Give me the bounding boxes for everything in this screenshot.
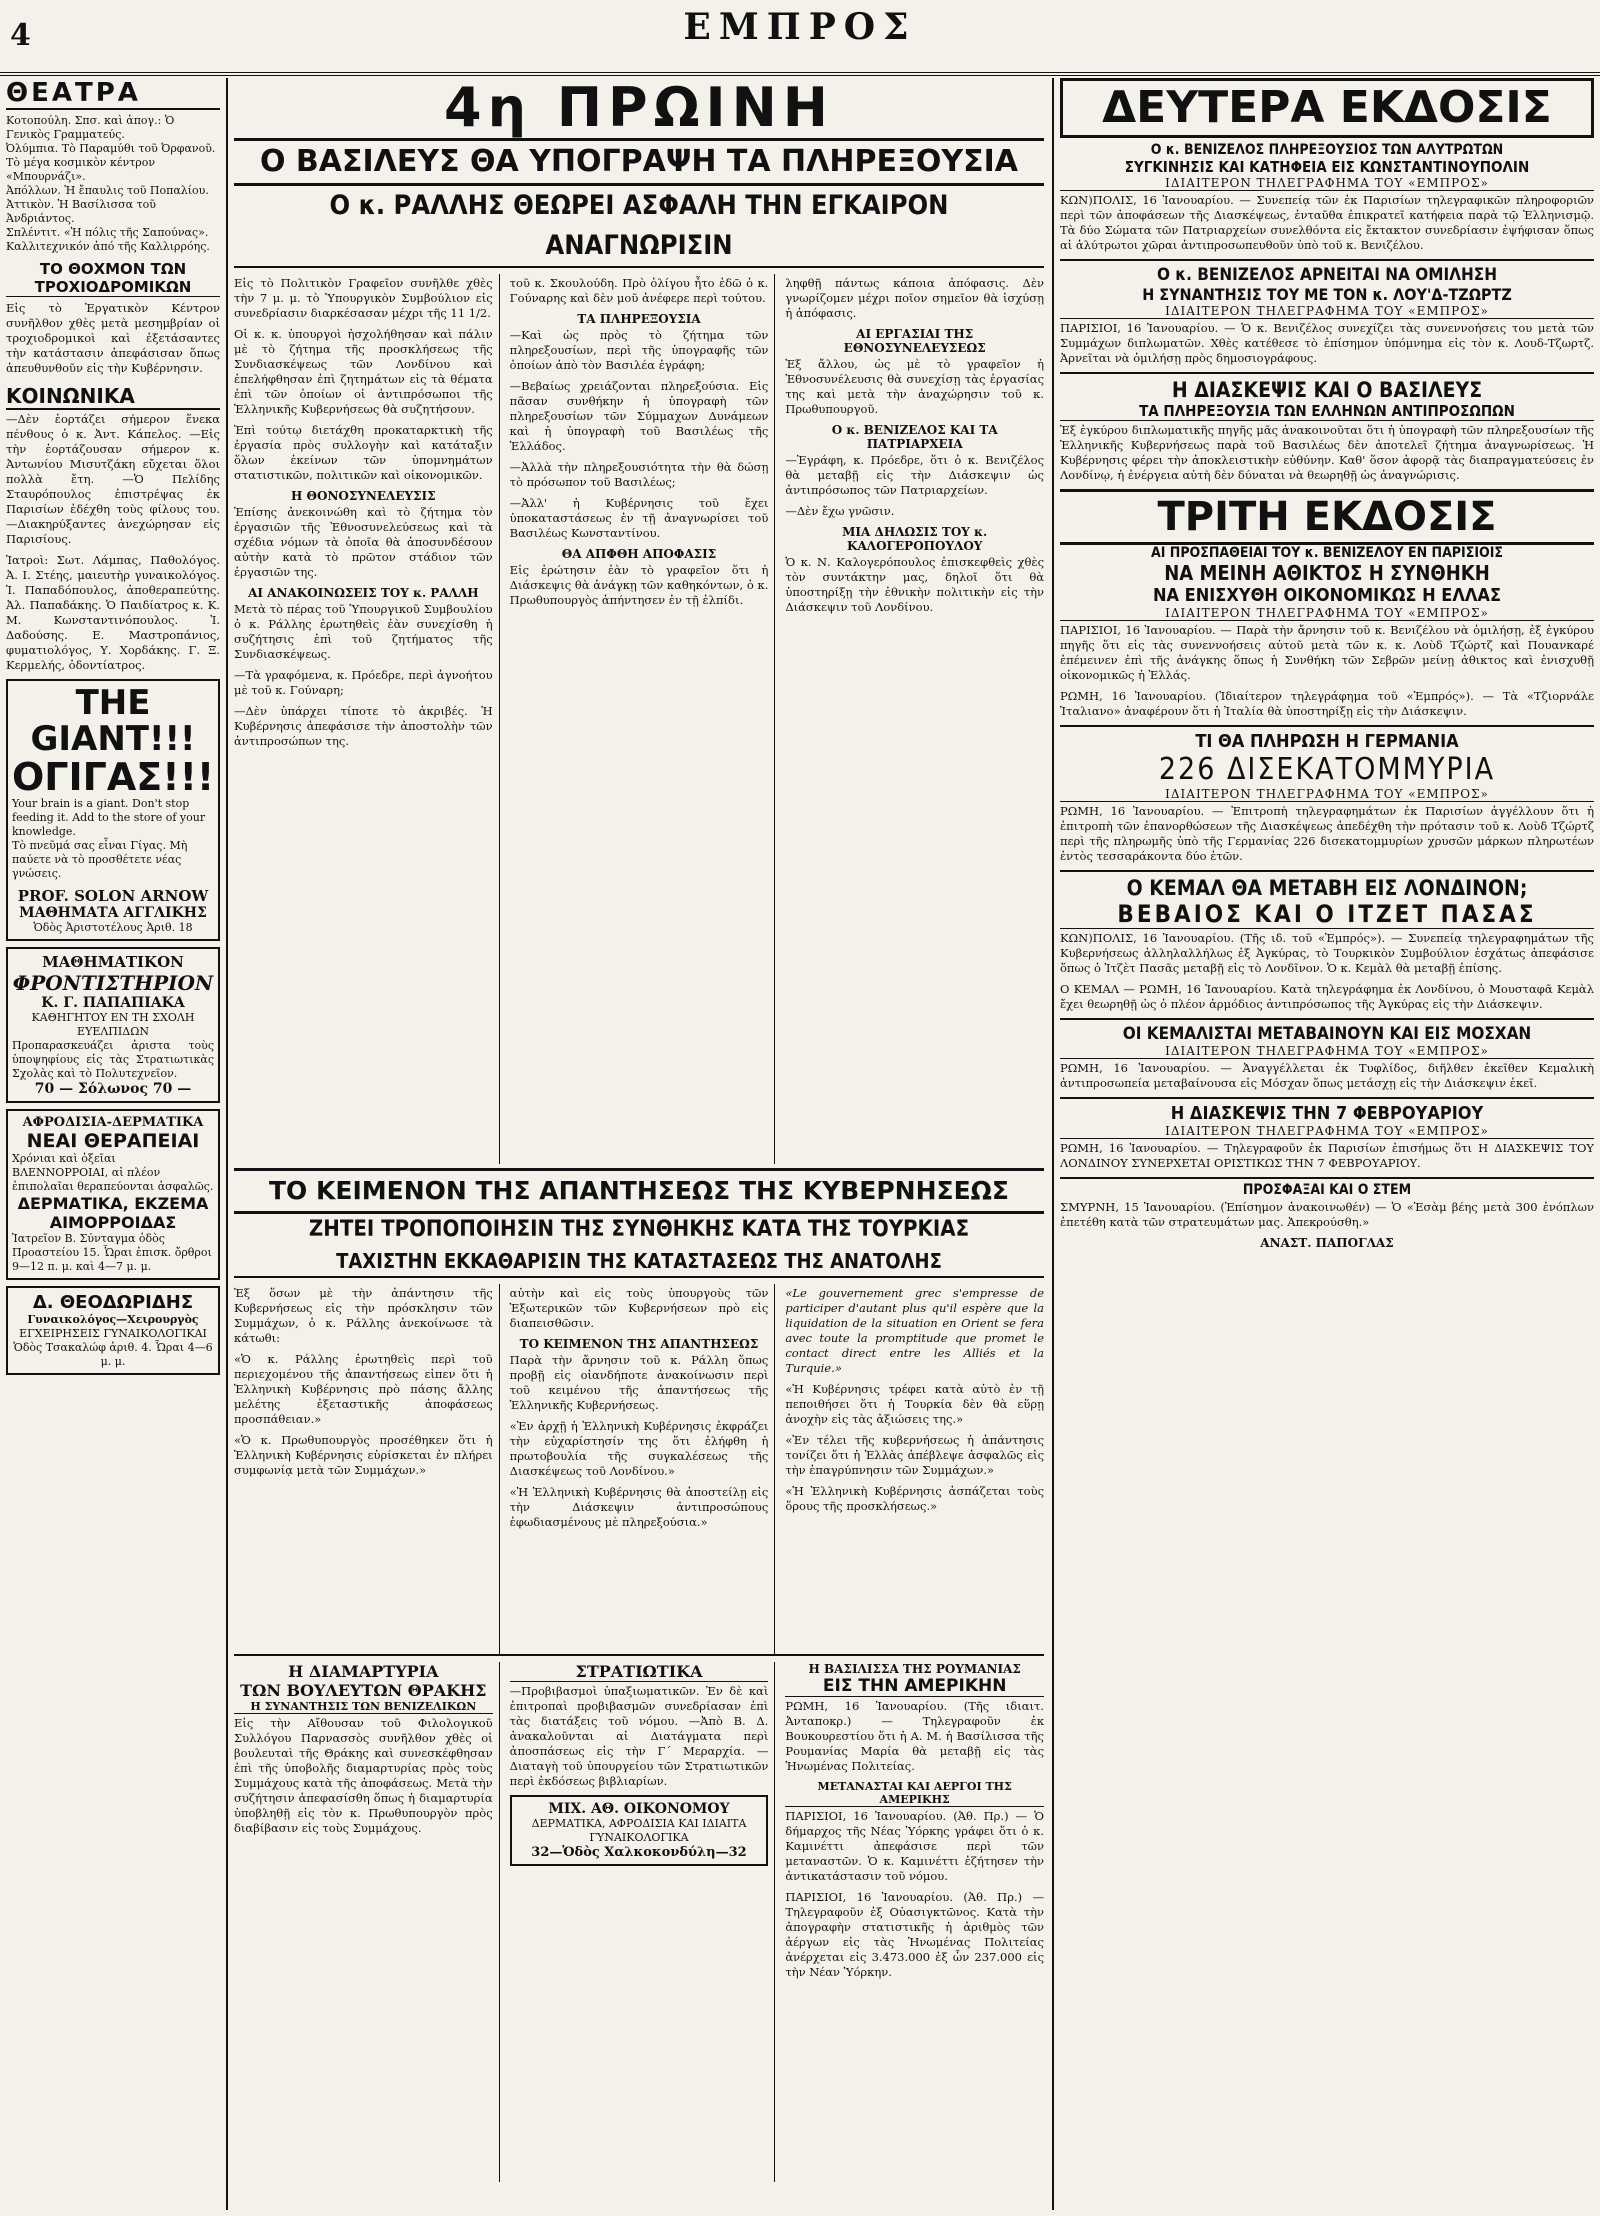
paragraph: Οἱ κ. κ. ὑπουργοὶ ἠσχολήθησαν καὶ πάλιν μὲ τὸ ζήτημα τῆς προσκλήσεως τῆς Συνδιασκέψεως τῶν Λονδίνου καὶ ἐπελήφθησαν ἐπὶ ζητημάτων εἰς τὰ θέματα ἐπὶ τῶν ὁποίων οἱ ἀντιπρόσωποι τῆς Ἑλληνικῆς Κυβερνήσεως θὰ συζητήσουν. bbox=[234, 327, 493, 416]
derm-title: ΑΦΡΟΔΙΣΙΑ-ΔΕΡΜΑΤΙΚΑ bbox=[22, 1115, 204, 1130]
germany-title: ΤΙ ΘΑ ΠΛΗΡΩΣΗ Η ΓΕΡΜΑΝΙΑ bbox=[1060, 725, 1594, 752]
subheading: ΜΙΑ ΔΗΛΩΣΙΣ ΤΟΥ κ. ΚΑΛΟΓΕΡΟΠΟΥΛΟΥ bbox=[842, 525, 988, 553]
paragraph: —Ἐγράφη, κ. Πρόεδρε, ὅτι ὁ κ. Βενιζέλος θὰ μεταβῇ εἰς τὴν Διάσκεψιν ὡς ἀντιπρόσωπος τῶν Πατριαρχείων. bbox=[785, 453, 1044, 497]
answer-column-2 bbox=[510, 1284, 776, 1654]
paragraph: «Ἐν ἀρχῇ ἡ Ἑλληνικὴ Κυβέρνησις ἐκφράζει τὴν εὐχαρίστησίν της ὅτι ἐλήφθη ἡ πρωτοβουλία τῆς συγκαλέσεως τῆς Διασκέψεως τοῦ Λονδίνου.» bbox=[509, 1419, 769, 1478]
answer-headline: ΤΟ ΚΕΙΜΕΝΟΝ ΤΗΣ ΑΠΑΝΤΗΣΕΩΣ ΤΗΣ ΚΥΒΕΡΝΗΣΕΩΣ bbox=[234, 1168, 1044, 1214]
paragraph: —Ἀλλ' ἡ Κυβέρνησις τοῦ ἔχει ὑποκαταστάσεως ἐν τῇ ἀναγνωρίσει τοῦ Βασιλέως Κωνσταντίνου. bbox=[509, 496, 769, 540]
lead-column-3 bbox=[785, 274, 1044, 1164]
theatre-item: Ἀττικὸν. Ἡ Βασίλισσα τοῦ Ἀνδριάντος. bbox=[6, 198, 156, 225]
subheading: ΑΙ ΑΝΑΚΟΙΝΩΣΕΙΣ ΤΟΥ κ. ΡΑΛΛΗ bbox=[248, 586, 479, 600]
theatres-list bbox=[6, 114, 220, 254]
theodoridis-subtitle: Γυναικολόγος—Χειρουργὸς bbox=[27, 1313, 199, 1326]
trams-text: Εἰς τὸ Ἐργατικὸν Κέντρον συνῆλθον χθὲς μετὰ μεσημβρίαν οἱ τροχιοδρομικοὶ καὶ ἐξετάσαντες τὴν κατάστασιν ἀπεφάσισαν ὅπως ἀπευθυνθοῦν εἰς τὴν Κυβέρνησιν. bbox=[6, 301, 220, 375]
derm-title-3: ΔΕΡΜΑΤΙΚΑ, ΕΚΖΕΜΑ bbox=[17, 1194, 209, 1213]
oikonomou-address: 32—Ὁδὸς Χαλκοκονδύλη—32 bbox=[531, 1845, 747, 1860]
trams-title: ΤΟ ΘΟΧΜΟΝ ΤΩΝ ΤΡΟΧΙΟΔΡΟΜΙΚΩΝ bbox=[6, 260, 220, 297]
stem-signature: ΑΝΑΣΤ. ΠΑΠΟΓΛΑΣ bbox=[1260, 1236, 1394, 1250]
giant-title: THE GIANT!!! bbox=[30, 683, 196, 759]
paragraph: Εἰς τὸ Πολιτικὸν Γραφεῖον συνῆλθε χθὲς τὴν 7 μ. μ. τὸ Ὑπουργικὸν Συμβούλιον εἰς συνεδρίασιν διαρκέσασαν μέχρι τῆς 11 1/2. bbox=[234, 276, 493, 320]
giant-ad bbox=[6, 679, 220, 941]
dateline: ΙΔΙΑΙΤΕΡΟΝ ΤΗΛΕΓΡΑΦΗΜΑ ΤΟΥ «ΕΜΠΡΟΣ» bbox=[1060, 176, 1594, 191]
deputies-article bbox=[234, 1662, 500, 2182]
paragraph: —Καὶ ὡς πρὸς τὸ ζήτημα τῶν πληρεξουσίων, περὶ τῆς ὑπογραφῆς τῶν ὁποίων ἀπὸ τὸν Βασιλέα ἐγράφη; bbox=[509, 328, 769, 372]
math-title-2: ΦΡΟΝΤΙΣΤΗΡΙΟΝ bbox=[12, 971, 214, 995]
arnow-title: PROF. SOLON ARNOW bbox=[17, 887, 209, 905]
derm-text: Χρόνιαι καὶ ὀξεῖαι ΒΛΕΝΝΟΡΡΟΙΑΙ, αἱ πλέον ἐπιπολαῖαι θεραπεύονται ἀσφαλῶς. bbox=[12, 1152, 214, 1193]
subheading: Ο κ. ΒΕΝΙΖΕΛΟΣ ΚΑΙ ΤΑ ΠΑΤΡΙΑΡΧΕΙΑ bbox=[831, 423, 998, 451]
deputies-title-2: ΤΩΝ ΒΟΥΛΕΥΤΩΝ ΘΡΑΚΗΣ bbox=[240, 1681, 487, 1700]
theodoridis-name: Δ. ΘΕΟΔΩΡΙΔΗΣ bbox=[32, 1292, 194, 1313]
giant-text: Your brain is a giant. Don't stop feeding it. Add to the store of your knowledge. bbox=[12, 797, 206, 838]
oikonomou-subtitle: ΔΕΡΜΑΤΙΚΑ, ΑΦΡΟΔΙΣΙΑ ΚΑΙ ΙΔΙΑΙΤΑ ΓΥΝΑΙΚΟΛΟΓΙΚΑ bbox=[531, 1817, 747, 1844]
edition-title: 4η ΠΡΩΙΝΗ bbox=[444, 78, 834, 139]
third-edition-title: ΤΡΙΤΗ ΕΚΔΟΣΙΣ bbox=[1060, 489, 1594, 545]
right-column bbox=[1060, 78, 1594, 2208]
page-number: 4 bbox=[10, 18, 31, 53]
dateline: ΙΔΙΑΙΤΕΡΟΝ ΤΗΛΕΓΡΑΦΗΜΑ ΤΟΥ «ΕΜΠΡΟΣ» bbox=[1060, 1044, 1594, 1059]
stem-text: ΣΜΥΡΝΗ, 15 Ἰανουαρίου. (Ἐπίσημον ἀνακοινωθέν) — Ὁ «Ἐσὰμ βέης μετὰ 300 ἐνόπλων ἐπετέθη κατὰ τῶν στρατευμάτων μας. Ἀπεκρούσθη.» bbox=[1060, 1200, 1594, 1229]
paragraph: Ἐξ ὅσων μὲ τὴν ἀπάντησιν τῆς Κυβερνήσεως εἰς τὴν πρόσκλησιν τῶν Συμμάχων, ὁ κ. Ράλλης ἀνεκοίνωσε τὰ κάτωθι: bbox=[234, 1286, 493, 1345]
conference-text: Ἐξ ἐγκύρου διπλωματικῆς πηγῆς μᾶς ἀνακοινοῦται ὅτι ἡ ὑπογραφὴ τῶν πληρεξουσίων τῆς Ἑλληνικῆς Κυβερνήσεως παρὰ τοῦ Βασιλέως δὲν ἀποτελεῖ ζήτημα ἀναγνωρίσεως. Ἡ Κυβέρνησις φέρει τὴν ἀποκλειστικὴν εὐθύνην. Καθ' ὅσον ἀφορᾷ τὰς διαπραγματεύσεις ἐν Λονδίνῳ, ἡ ἐνέργεια αὐτὴ δὲν δύναται νὰ θεωρηθῇ ὡς ἀναγνώρισις. bbox=[1060, 423, 1594, 482]
paragraph: Ὁ κ. Ν. Καλογερόπουλος ἐπισκεφθεὶς χθὲς τὸν συντάκτην μας, δηλοῖ ὅτι θὰ ὑποστηρίξῃ τὴν ἐθνικὴν πολιτικὴν εἰς τὴν Διάσκεψιν τοῦ Λονδίνου. bbox=[785, 555, 1044, 614]
venizelos-3-title: ΑΙ ΠΡΟΣΠΑΘΕΙΑΙ ΤΟΥ κ. ΒΕΝΙΖΕΛΟΥ ΕΝ ΠΑΡΙΣΙΟΙΣ bbox=[1150, 545, 1504, 561]
column-rule bbox=[226, 78, 228, 2210]
paragraph: —Τὰ γραφόμενα, κ. Πρόεδρε, περὶ ἀγνοήτου μὲ τοῦ κ. Γούναρη; bbox=[234, 668, 493, 697]
answer-column-3 bbox=[785, 1284, 1044, 1654]
kemalists-text: ΡΩΜΗ, 16 Ἰανουαρίου. — Ἀναγγέλλεται ἐκ Τυφλίδος, διῆλθεν ἐκεῖθεν Κεμαλικὴ ἀντιπροσωπεία μεταβαίνουσα εἰς Μόσχαν ὅπως μετάσχῃ εἰς τὴν Διάσκεψιν ἐκεῖ. bbox=[1060, 1061, 1594, 1090]
queen-text: ΡΩΜΗ, 16 Ἰανουαρίου. (Τῆς ιδιαιτ. Ἀνταποκρ.) — Τηλεγραφοῦν ἐκ Βουκουρεστίου ὅτι ἡ Α. Μ. ἡ Βασίλισσα τῆς Ρουμανίας Μαρία θὰ μεταβῇ εἰς τὰς Ἡνωμένας Πολιτείας. bbox=[785, 1699, 1044, 1773]
military-article bbox=[510, 1662, 776, 2182]
masthead bbox=[0, 0, 1600, 76]
derm-title-2: ΝΕΑΙ ΘΕΡΑΠΕΙΑΙ bbox=[26, 1130, 200, 1152]
theatre-item: Ὀλύμπια. Τὸ Παραμύθι τοῦ Ὀρφανοῦ. Τὸ μέγα κοσμικὸν κέντρον «Μπουρνάζι». bbox=[6, 142, 216, 183]
oikonomou-name: ΜΙΧ. ΑΘ. ΟΙΚΟΝΟΜΟΥ bbox=[548, 1801, 730, 1817]
paragraph: Ἐπίσης ἀνεκοινώθη καὶ τὸ ζήτημα τὸν ἐργασιῶν τῆς Ἐθνοσυνελεύσεως καὶ τὰ σχέδια νόμων τὰ ὁποῖα θὰ ἀποσυνδέσουν αὐτὴν κατὰ τὸ πρῶτον στάδιον τῶν ἐργασιῶν της. bbox=[234, 505, 493, 579]
math-address: 70 — Σόλωνος 70 — bbox=[34, 1081, 192, 1097]
february-title: Η ΔΙΑΣΚΕΨΙΣ ΤΗΝ 7 ΦΕΒΡΟΥΑΡΙΟΥ bbox=[1060, 1097, 1594, 1124]
kemalists-title: ΟΙ ΚΕΜΑΛΙΣΤΑΙ ΜΕΤΑΒΑΙΝΟΥΝ ΚΑΙ ΕΙΣ ΜΟΣΧΑΝ bbox=[1060, 1018, 1594, 1044]
paragraph: «Ἡ Ἑλληνικὴ Κυβέρνησις θὰ ἀποστείλῃ εἰς τὴν Διάσκεψιν ἀντιπροσώπους ἐφωδιασμένους μὲ πληρεξούσια.» bbox=[509, 1485, 769, 1529]
derm-title-4: ΑΙΜΟΡΡΟΙΔΑΣ bbox=[49, 1213, 177, 1232]
paragraph: —Βεβαίως χρειάζονται πληρεξούσια. Εἰς πᾶσαν συνθήκην ἡ ὑπογραφὴ τῶν πληρεξουσίων τῶν Σύμμαχων Δυνάμεων καὶ ἡ ὑπογραφὴ τοῦ Βασιλέως τῆς Ἑλλάδος. bbox=[509, 379, 769, 453]
subheading: ΑΙ ΕΡΓΑΣΙΑΙ ΤΗΣ ΕΘΝΟΣΥΝΕΛΕΥΣΕΩΣ bbox=[843, 327, 986, 355]
theatre-item: Ἀπόλλων. Ἡ ἔπαυλις τοῦ Ποπαλίου. bbox=[6, 184, 209, 197]
paragraph: «Le gouvernement grec s'empresse de participer d'autant plus qu'il espère que la liquidation de la situation en Orient se fera avec toute la promptitude que promet le contact direct entre les Alliés et la Turquie.» bbox=[785, 1286, 1044, 1375]
giant-text-greek: Τὸ πνεῦμά σας εἶναι Γίγας. Μὴ παύετε νὰ τὸ προσθέτετε νέας γνώσεις. bbox=[12, 839, 188, 880]
stem-title: ΠΡΟΣΦΑΞΑΙ ΚΑΙ Ο ΣΤΕΜ bbox=[1060, 1177, 1594, 1198]
sailors-text: ΠΑΡΙΣΙΟΙ, 16 Ἰανουαρίου. (Ἀθ. Πρ.) — Ὁ δήμαρχος τῆς Νέας Ὑόρκης γράφει ὅτι ὁ κ. Καμινέττι ἀπεφάσισε περὶ τῶν μεταναστῶν. Ὁ κ. Καμινέττι ἐζήτησεν τὴν ἀντικατάστασιν τοῦ νόμου. bbox=[785, 1809, 1044, 1883]
math-ad bbox=[6, 947, 220, 1103]
answer-columns bbox=[234, 1284, 1044, 1654]
paragraph: Παρὰ τὴν ἄρνησιν τοῦ κ. Ράλλη ὅπως προβῇ εἰς οἰανδήποτε ἀνακοίνωσιν περὶ τοῦ κειμένου τῆς ἀπαντήσεως τῆς Ἑλληνικῆς Κυβερνήσεως. bbox=[509, 1353, 769, 1412]
math-subtitle: ΚΑΘΗΓΗΤΟΥ ΕΝ ΤΗ ΣΧΟΛΗ ΕΥΕΛΠΙΔΩΝ bbox=[31, 1011, 195, 1038]
dateline: ΙΔΙΑΙΤΕΡΟΝ ΤΗΛΕΓΡΑΦΗΜΑ ΤΟΥ «ΕΜΠΡΟΣ» bbox=[1060, 1124, 1594, 1139]
center-section bbox=[234, 78, 1044, 2208]
oikonomou-ad bbox=[510, 1795, 769, 1866]
answer-column-1 bbox=[234, 1284, 500, 1654]
derm-ad bbox=[6, 1109, 220, 1280]
lower-columns bbox=[234, 1654, 1044, 2182]
left-column bbox=[6, 78, 220, 2208]
dateline: ΙΔΙΑΙΤΕΡΟΝ ΤΗΛΕΓΡΑΦΗΜΑ ΤΟΥ «ΕΜΠΡΟΣ» bbox=[1060, 787, 1594, 802]
conference-subtitle: ΤΑ ΠΛΗΡΕΞΟΥΣΙΑ ΤΩΝ ΕΛΛΗΝΩΝ ΑΝΤΙΠΡΟΣΩΠΩΝ bbox=[1060, 402, 1594, 421]
sailors-title: ΜΕΤΑΝΑΣΤΑΙ ΚΑΙ ΑΕΡΓΟΙ ΤΗΣ ΑΜΕΡΙΚΗΣ bbox=[785, 1780, 1044, 1807]
paragraph: Μετὰ τὸ πέρας τοῦ Ὑπουργικοῦ Συμβουλίου ὁ κ. Ράλλης ἐρωτηθεὶς ἐὰν συνεχίσθη ἡ συζήτησις ἐπὶ τοῦ ζητήματος τῆς Συνδιασκέψεως. bbox=[234, 602, 493, 661]
paragraph: —Δὲν ἔχω γνῶσιν. bbox=[785, 504, 895, 518]
main-headline: Ο ΒΑΣΙΛΕΥΣ ΘΑ ΥΠΟΓΡΑΨΗ ΤΑ ΠΛΗΡΕΞΟΥΣΙΑ bbox=[234, 138, 1044, 186]
paragraph: «Ὁ κ. Ράλλης ἐρωτηθεὶς περὶ τοῦ περιεχομένου τῆς ἀπαντήσεως εἰπεν ὅτι ἡ Ἑλληνικὴ Κυβέρνησις πρὸ πάσης ἄλλης μελέτης ἐξεταστικῆς ἀποφάσεως προσπάθειαν.» bbox=[234, 1352, 493, 1426]
paragraph: τοῦ κ. Σκουλούδη. Πρὸ ὀλίγου ἦτο ἐδῶ ὁ κ. Γούναρης καὶ δὲν μοῦ ἀνέφερε περὶ τούτου. bbox=[509, 276, 769, 305]
theatres-title: ΘΕΑΤΡΑ bbox=[6, 78, 220, 110]
queen-article bbox=[785, 1662, 1044, 2182]
main-subheadline: Ο κ. ΡΑΛΛΗΣ ΘΕΩΡΕΙ ΑΣΦΑΛΗ ΤΗΝ ΕΓΚΑΙΡΟΝ ΑΝΑΓΝΩΡΙΣΙΝ bbox=[234, 186, 1044, 268]
subheading: ΤΑ ΠΛΗΡΕΞΟΥΣΙΑ bbox=[577, 312, 701, 326]
lead-column-1 bbox=[234, 274, 500, 1164]
deputies-text: Εἰς τὴν Αἴθουσαν τοῦ Φιλολογικοῦ Συλλόγου Παρνασσὸς συνῆλθον χθὲς οἱ βουλευταὶ τῆς Θράκης καὶ συνεσκέφθησαν ἐπὶ τῆς ὑποβολῆς διαμαρτυρίας πρὸς τοὺς Συμμάχους κατὰ τῆς ἀποφάσεως. Μετὰ τὴν συζήτησιν ἀπεφασίσθη ὅπως ἡ διαμαρτυρία ὑποβληθῇ εἰς τὸν κ. Πρωθυπουργὸν πρὸς διαβίβασιν εἰς τοὺς Συμμάχους. bbox=[234, 1716, 493, 1835]
venizelos-3-text: ΠΑΡΙΣΙΟΙ, 16 Ἰανουαρίου. — Παρὰ τὴν ἄρνησιν τοῦ κ. Βενιζέλου νὰ ὁμιλήσῃ, ἐξ ἐγκύρου πηγῆς ὅτι εἰς τὰς συνεννοήσεις αὐτοῦ μετὰ τῶν κ. κ. Λοὺδ Τζώρτζ καὶ Πουανκαρέ ἐπέμεινεν ἐπὶ τῆς ἀνάγκης ὅπως ἡ Συνθήκη τῶν Σεβρῶν μείνῃ ἀθικτος καὶ ἐνισχυθῇ οἰκονομικῶς ἡ Ἑλλάς. bbox=[1060, 623, 1594, 682]
subheading: ΘΑ ΑΠΦΘΗ ΑΠΟΦΑΣΙΣ bbox=[561, 547, 717, 561]
subheading: Η ΘΟΝΟΣΥΝΕΛΕΥΣΙΣ bbox=[291, 489, 436, 503]
kemal-text: ΚΩΝ)ΠΟΛΙΣ, 16 Ἰανουαρίου. (Τῆς ιδ. τοῦ «Ἐμπρός»). — Συνεπείᾳ τηλεγραφημάτων τῆς Κυβερνήσεως ἀλληλαλλήλως ἐξ Ἀγκύρας, τὸ Τουρκικὸν Συμβούλιον ἐσχάτως ἀπεφάσισε ὅπως ὁ Ἰτζὲτ Πασᾶς μεταβῇ εἰς τὸ Λονδῖνον. Ὁ κ. Κεμὰλ θὰ μεταβῇ ἐπίσης. bbox=[1060, 931, 1594, 975]
arnow-address: Ὁδὸς Ἀριστοτέλους Ἀριθ. 18 bbox=[33, 921, 193, 934]
paragraph: Εἰς ἐρώτησιν ἐὰν τὸ γραφεῖον ὅτι ἡ Διάσκεψις θὰ ἀνάγκῃ τῶν καθηκόντων, ὁ κ. Πρωθυπουργὸς ἀπήντησεν ἐν τῇ ἐλπίδι. bbox=[509, 563, 769, 607]
answer-subheadline-2: ΤΑΧΙΣΤΗΝ ΕΚΚΑΘΑΡΙΣΙΝ ΤΗΣ ΚΑΤΑΣΤΑΣΕΩΣ ΤΗΣ ΑΝΑΤΟΛΗΣ bbox=[234, 1246, 1044, 1278]
subheading: ΤΟ ΚΕΙΜΕΝΟΝ ΤΗΣ ΑΠΑΝΤΗΣΕΩΣ bbox=[519, 1337, 759, 1351]
dateline: ΙΔΙΑΙΤΕΡΟΝ ΤΗΛΕΓΡΑΦΗΜΑ ΤΟΥ «ΕΜΠΡΟΣ» bbox=[1060, 606, 1594, 621]
venizelos-2-text: ΠΑΡΙΣΙΟΙ, 16 Ἰανουαρίου. — Ὁ κ. Βενιζέλος συνεχίζει τὰς συνεννοήσεις του μετὰ τῶν Συμμάχων διπλωματῶν. Χθὲς κατέθεσε τὸ ἐπίσημον ὑπόμνημα εἰς τὸν κ. Λουδ-Τζωρτζ. Ἀρνεῖται νὰ ὁμιλήσῃ πρὸς δημοσιογράφους. bbox=[1060, 321, 1594, 365]
paragraph: «Ὁ κ. Πρωθυπουργὸς προσέθηκεν ὅτι ἡ Ἑλληνικὴ Κυβέρνησις εὑρίσκεται ἐν πλήρει συμφωνίᾳ μετὰ τῶν Συμμάχων.» bbox=[234, 1433, 493, 1477]
paper-name: ΕΜΠΡΟΣ bbox=[683, 6, 917, 48]
queen-title-2: ΕΙΣ ΤΗΝ ΑΜΕΡΙΚΗΝ bbox=[785, 1676, 1044, 1697]
theatre-item: Σπλέντιτ. «Ἡ πόλις τῆς Σαπούνας». Καλλιτεχνικόν ἀπό τῆς Καλλιρρόης. bbox=[6, 226, 210, 253]
theodoridis-address: Ὁδὸς Τσακαλώφ ἀριθ. 4. Ὧραι 4—6 μ. μ. bbox=[13, 1341, 213, 1368]
military-title: ΣΤΡΑΤΙΩΤΙΚΑ bbox=[510, 1662, 769, 1682]
derm-text-2: Ἰατρεῖον Β. Σύνταγμα ὁδὸς Προαστείου 15. Ὧραι ἐπισκ. ὄρθροι 9—12 π. μ. καὶ 4—7 μ. μ. bbox=[12, 1232, 212, 1273]
kemal-subtitle: ΒΕΒΑΙΟΣ ΚΑΙ Ο ΙΤΖΕΤ ΠΑΣΑΣ bbox=[1060, 900, 1594, 929]
answer-subheadline: ΖΗΤΕΙ ΤΡΟΠΟΠΟΙΗΣΙΝ ΤΗΣ ΣΥΝΘΗΚΗΣ ΚΑΤΑ ΤΗΣ ΤΟΥΡΚΙΑΣ bbox=[308, 1217, 970, 1242]
kemal-text-2: Ο ΚΕΜΑΛ — ΡΩΜΗ, 16 Ἰανουαρίου. Κατὰ τηλεγράφημα ἐκ Λονδίνου, ὁ Μουσταφᾶ Κεμὰλ ἔχει θεωρηθῇ ὡς ὁ πλέον ἁρμόδιος ἀντιπρόσωπος τῆς Ἀγκύρας εἰς τὴν Διάσκεψιν. bbox=[1060, 982, 1594, 1011]
giant-greek-title: ΟΓΙΓΑΣ!!! bbox=[12, 755, 215, 799]
column-rule bbox=[1052, 78, 1054, 2210]
dateline: ΙΔΙΑΙΤΕΡΟΝ ΤΗΛΕΓΡΑΦΗΜΑ ΤΟΥ «ΕΜΠΡΟΣ» bbox=[1060, 304, 1594, 319]
social-title: ΚΟΙΝΩΝΙΚΑ bbox=[6, 384, 220, 410]
february-text: ΡΩΜΗ, 16 Ἰανουαρίου. — Τηλεγραφοῦν ἐκ Παρισίων ἐπισήμως ὅτι Η ΔΙΑΣΚΕΨΙΣ ΤΟΥ ΛΟΝΔΙΝΟΥ ΣΥΝΕΡΧΕΤΑΙ ΟΡΙΣΤΙΚΩΣ ΤΗΝ 7 ΦΕΒΡΟΥΑΡΙΟΥ. bbox=[1060, 1141, 1594, 1170]
military-text: —Προβιβασμοὶ ὑπαξιωματικῶν. Ἐν δὲ καὶ ἐπιτροπαὶ προβιβασμῶν συνεδρίασαν ἐπὶ τὰς διατάξεις τοῦ νόμου. —Ἀπὸ Β. Δ. ἀνακαλοῦνται αἱ Διατάγματα περὶ ἀποσπάσεως εἰς τὴν Γ΄ Μεραρχία. —Διαταγὴ τοῦ ὑπουργείου τῶν Στρατιωτικῶν περὶ ἐκδόσεως βιβλιαρίων. bbox=[509, 1684, 769, 1788]
arnow-subtitle: ΜΑΘΗΜΑΤΑ ΑΓΓΛΙΚΗΣ bbox=[19, 905, 207, 921]
social-text: —Δὲν ἑορτάζει σήμερον ἕνεκα πένθους ὁ κ. Ἀντ. Κάπελος. —Εἰς τὴν ἑορτάζουσαν σήμερον κ. Ἀντωνίου Μισυτζάκη εὔχεται ὅλοι πολλὰ ἔτη. —Ὁ Πελίδης Σταυρόπουλος ἐπιστρέψας ἐκ Παρισίων ἐδέχθη τοὺς φίλους του. —Διακηρύξαντες ἀνεχώρησαν εἰς Παρισίους. bbox=[6, 412, 220, 546]
deputies-title: Η ΔΙΑΜΑΡΤΥΡΙΑ bbox=[288, 1662, 439, 1681]
venizelos-subtitle: ΣΥΓΚΙΝΗΣΙΣ ΚΑΙ ΚΑΤΗΦΕΙΑ ΕΙΣ ΚΩΝΣΤΑΝΤΙΝΟΥΠΟΛΙΝ bbox=[1124, 158, 1530, 176]
queen-title: Η ΒΑΣΙΛΙΣΣΑ ΤΗΣ ΡΟΥΜΑΝΙΑΣ bbox=[808, 1662, 1021, 1676]
second-edition-title: ΔΕΥΤΕΡΑ ΕΚΔΟΣΙΣ bbox=[1060, 78, 1594, 138]
theodoridis-ad bbox=[6, 1286, 220, 1375]
deputies-subtitle: Η ΣΥΝΑΝΤΗΣΙΣ ΤΩΝ ΒΕΝΙΖΕΛΙΚΩΝ bbox=[234, 1700, 493, 1714]
paragraph: «Ἡ Ἑλληνικὴ Κυβέρνησις ἀσπάζεται τοὺς ὅρους τῆς προσκλήσεως.» bbox=[785, 1484, 1044, 1513]
math-text: Προπαρασκευάζει ἀριστα τοὺς ὑποψηφίους εἰς τὰς Στρατιωτικὰς Σχολὰς καὶ τὸ Πολυτεχνεῖον. bbox=[12, 1039, 214, 1080]
paragraph: —Δὲν ὑπάρχει τίποτε τὸ ἀκριβές. Ἡ Κυβέρνησις ἀπεφάσισε τὴν ἀποστολὴν τῶν ἀντιπροσώπων της. bbox=[234, 704, 493, 748]
venizelos-2-subtitle: Η ΣΥΝΑΝΤΗΣΙΣ ΤΟΥ ΜΕ ΤΟΝ κ. ΛΟΥ'Δ-ΤΖΩΡΤΖ bbox=[1142, 285, 1512, 304]
venizelos-2-title: Ο κ. ΒΕΝΙΖΕΛΟΣ ΑΡΝΕΙΤΑΙ ΝΑ ΟΜΙΛΗΣΗ bbox=[1060, 259, 1594, 285]
venizelos-title: Ο κ. ΒΕΝΙΖΕΛΟΣ ΠΛΗΡΕΞΟΥΣΙΟΣ ΤΩΝ ΑΛΥΤΡΩΤΩΝ bbox=[1150, 142, 1504, 158]
germany-subtitle: 226 ΔΙΣΕΚΑΤΟΜΜΥΡΙΑ bbox=[1158, 752, 1496, 787]
paragraph: ληφθῇ πάντως κάποια ἀπόφασις. Δὲν γνωρίζομεν μέχρι ποῖον σημεῖον θὰ ἰσχύσῃ ἡ ἀπόφασις. bbox=[785, 276, 1044, 320]
kemal-title: Ο ΚΕΜΑΛ ΘΑ ΜΕΤΑΒΗ ΕΙΣ ΛΟΝΔΙΝΟΝ; bbox=[1060, 870, 1594, 900]
paragraph: Ἐπὶ τούτῳ διετάχθη προκαταρκτικὴ τῆς ἐργασία πρὸς συλλογὴν καὶ κατάταξιν ὅλων ἐκείνων τῶν ὑπομνημάτων στατιστικῶν, πολιτικῶν καὶ οἰκονομικῶν. bbox=[234, 423, 493, 482]
paragraph: «Ἐν τέλει τῆς κυβερνήσεως ἡ ἀπάντησις τονίζει ὅτι ἡ Ἑλλὰς ἀπέβλεψε ἀσφαλῶς εἰς τὴν ἐπαγρύπνησιν τῶν Συμμάχων.» bbox=[785, 1433, 1044, 1477]
germany-text: ΡΩΜΗ, 16 Ἰανουαρίου. — Ἐπιτροπὴ τηλεγραφημάτων ἐκ Παρισίων ἀγγέλλουν ὅτι ἡ ἐπιτροπὴ τῶν ἐπανορθώσεων τῆς Διασκέψεως ἀπεδέχθη τὴν πρότασιν τοῦ κ. Λοὺδ Τζώρτζ περὶ τῆς πληρωμῆς ὑπὸ τῆς Γερμανίας 226 δισεκατομμυρίων χρυσῶν μάρκων πληρωτέων ἐντὸς τεσσαράκοντα δύο ἐτῶν. bbox=[1060, 804, 1594, 863]
venizelos-3-subtitle: ΝΑ ΜΕΙΝΗ ΑΘΙΚΤΟΣ Η ΣΥΝΘΗΚΗ bbox=[1164, 561, 1490, 585]
venizelos-3-subtitle-2: ΝΑ ΕΝΙΣΧΥΘΗ ΟΙΚΟΝΟΜΙΚΩΣ Η ΕΛΛΑΣ bbox=[1152, 585, 1502, 606]
theodoridis-subtitle-2: ΕΓΧΕΙΡΗΣΕΙΣ ΓΥΝΑΙΚΟΛΟΓΙΚΑΙ bbox=[19, 1327, 207, 1340]
math-title: ΜΑΘΗΜΑΤΙΚΟΝ bbox=[42, 953, 184, 971]
paragraph: Ἐξ ἄλλου, ὡς μὲ τὸ γραφεῖον ἡ Ἐθνοσυνέλευσις θὰ συνεχίσῃ τὰς ἐργασίας της καὶ μετὰ τὴν ἀναχώρησιν τοῦ κ. Πρωθυπουργοῦ. bbox=[785, 357, 1044, 416]
paris-note: ΠΑΡΙΣΙΟΙ, 16 Ἰανουαρίου. (Ἀθ. Πρ.) — Τηλεγραφοῦν ἐξ Οὐασιγκτῶνος. Κατὰ τὴν ἀπογραφὴν στατιστικῆς ἡ ἀριθμὸς τῶν ἀέργων εἰς τὰς Ἡνωμένας Πολιτείας ἀνέρχεται εἰς 3.473.000 ἐξ ὧν 237.000 εἰς τὴν Νέαν Ὑόρκην. bbox=[785, 1890, 1044, 1979]
conference-title: Η ΔΙΑΣΚΕΨΙΣ ΚΑΙ Ο ΒΑΣΙΛΕΥΣ bbox=[1060, 372, 1594, 402]
theatre-item: Κοτοπούλη. Σπσ. καὶ ἀπογ.: Ὁ Γενικὸς Γραμματεύς. bbox=[6, 114, 175, 141]
rome-text: ΡΩΜΗ, 16 Ἰανουαρίου. (Ἰδιαίτερον τηλεγράφημα τοῦ «Ἐμπρός»). — Τὰ «Τζιορνάλε Ἰταλιανο» ἀναφέρουν ὅτι ἡ Ἰταλία θὰ ὑποστηρίξῃ εἰς τὴν Διάσκεψιν. bbox=[1060, 689, 1594, 718]
math-name: Κ. Γ. ΠΑΠΑΠΙΑΚΑ bbox=[41, 995, 185, 1011]
paragraph: «Ἡ Κυβέρνησις τρέφει κατὰ αὐτὸ ἐν τῇ πεποιθήσει ὅτι ἡ Τουρκία δὲν θὰ εὕρῃ ἀνοχὴν εἰς τὰς ἀξιώσεις της.» bbox=[785, 1382, 1044, 1426]
paragraph: —Ἀλλὰ τὴν πληρεξουσιότητα τὴν θὰ δώσῃ τὸ πρόσωπον τοῦ Βασιλέως; bbox=[509, 460, 769, 489]
lead-column-2 bbox=[510, 274, 776, 1164]
doctors-text: Ἰατροὶ: Σωτ. Λάμπας, Παθολόγος. Ἀ. Ι. Στέης, μαιευτὴρ γυναικολόγος. Ἰ. Παπαδόπουλος, ἀποθεραπεύτης. Ἀλ. Παπαδάκης. Ὁ Παιδίατρος κ. Κ. Μ. Κωνσταντινόπουλος. Ἰ. Δαδούσης. Ε. Μαστροπάνιος, φυματιολόγος, Υ. Χορδάκης. Γ. Ξ. Κερμελής, ὁδοντίατρος. bbox=[6, 553, 220, 672]
lead-columns bbox=[234, 274, 1044, 1164]
venizelos-text: ΚΩΝ)ΠΟΛΙΣ, 16 Ἰανουαρίου. — Συνεπείᾳ τῶν ἐκ Παρισίων τηλεγραφικῶν πληροφοριῶν περὶ τῶν ἀποφάσεων τῆς Διασκέψεως, ἐνταῦθα ἐπικρατεῖ κατήφεια παρὰ τῷ Ἑλληνισμῷ. Τὰ δύο Σώματα τῶν Πατριαρχείων συνελθόντα εἰς ἔκτακτον συνεδρίασιν ἐψήφισαν ὅπως αἱ ἀλύτρωτοι χῶραι ἀντιπροσωπευθοῦν ὑπὸ τοῦ κ. Βενιζέλου. bbox=[1060, 193, 1594, 252]
paragraph: αὐτὴν καὶ εἰς τοὺς ὑπουργοὺς τῶν Ἐξωτερικῶν τῶν Κυβερνήσεων πρὸ εἰς διαπεισθῶσιν. bbox=[509, 1286, 769, 1330]
